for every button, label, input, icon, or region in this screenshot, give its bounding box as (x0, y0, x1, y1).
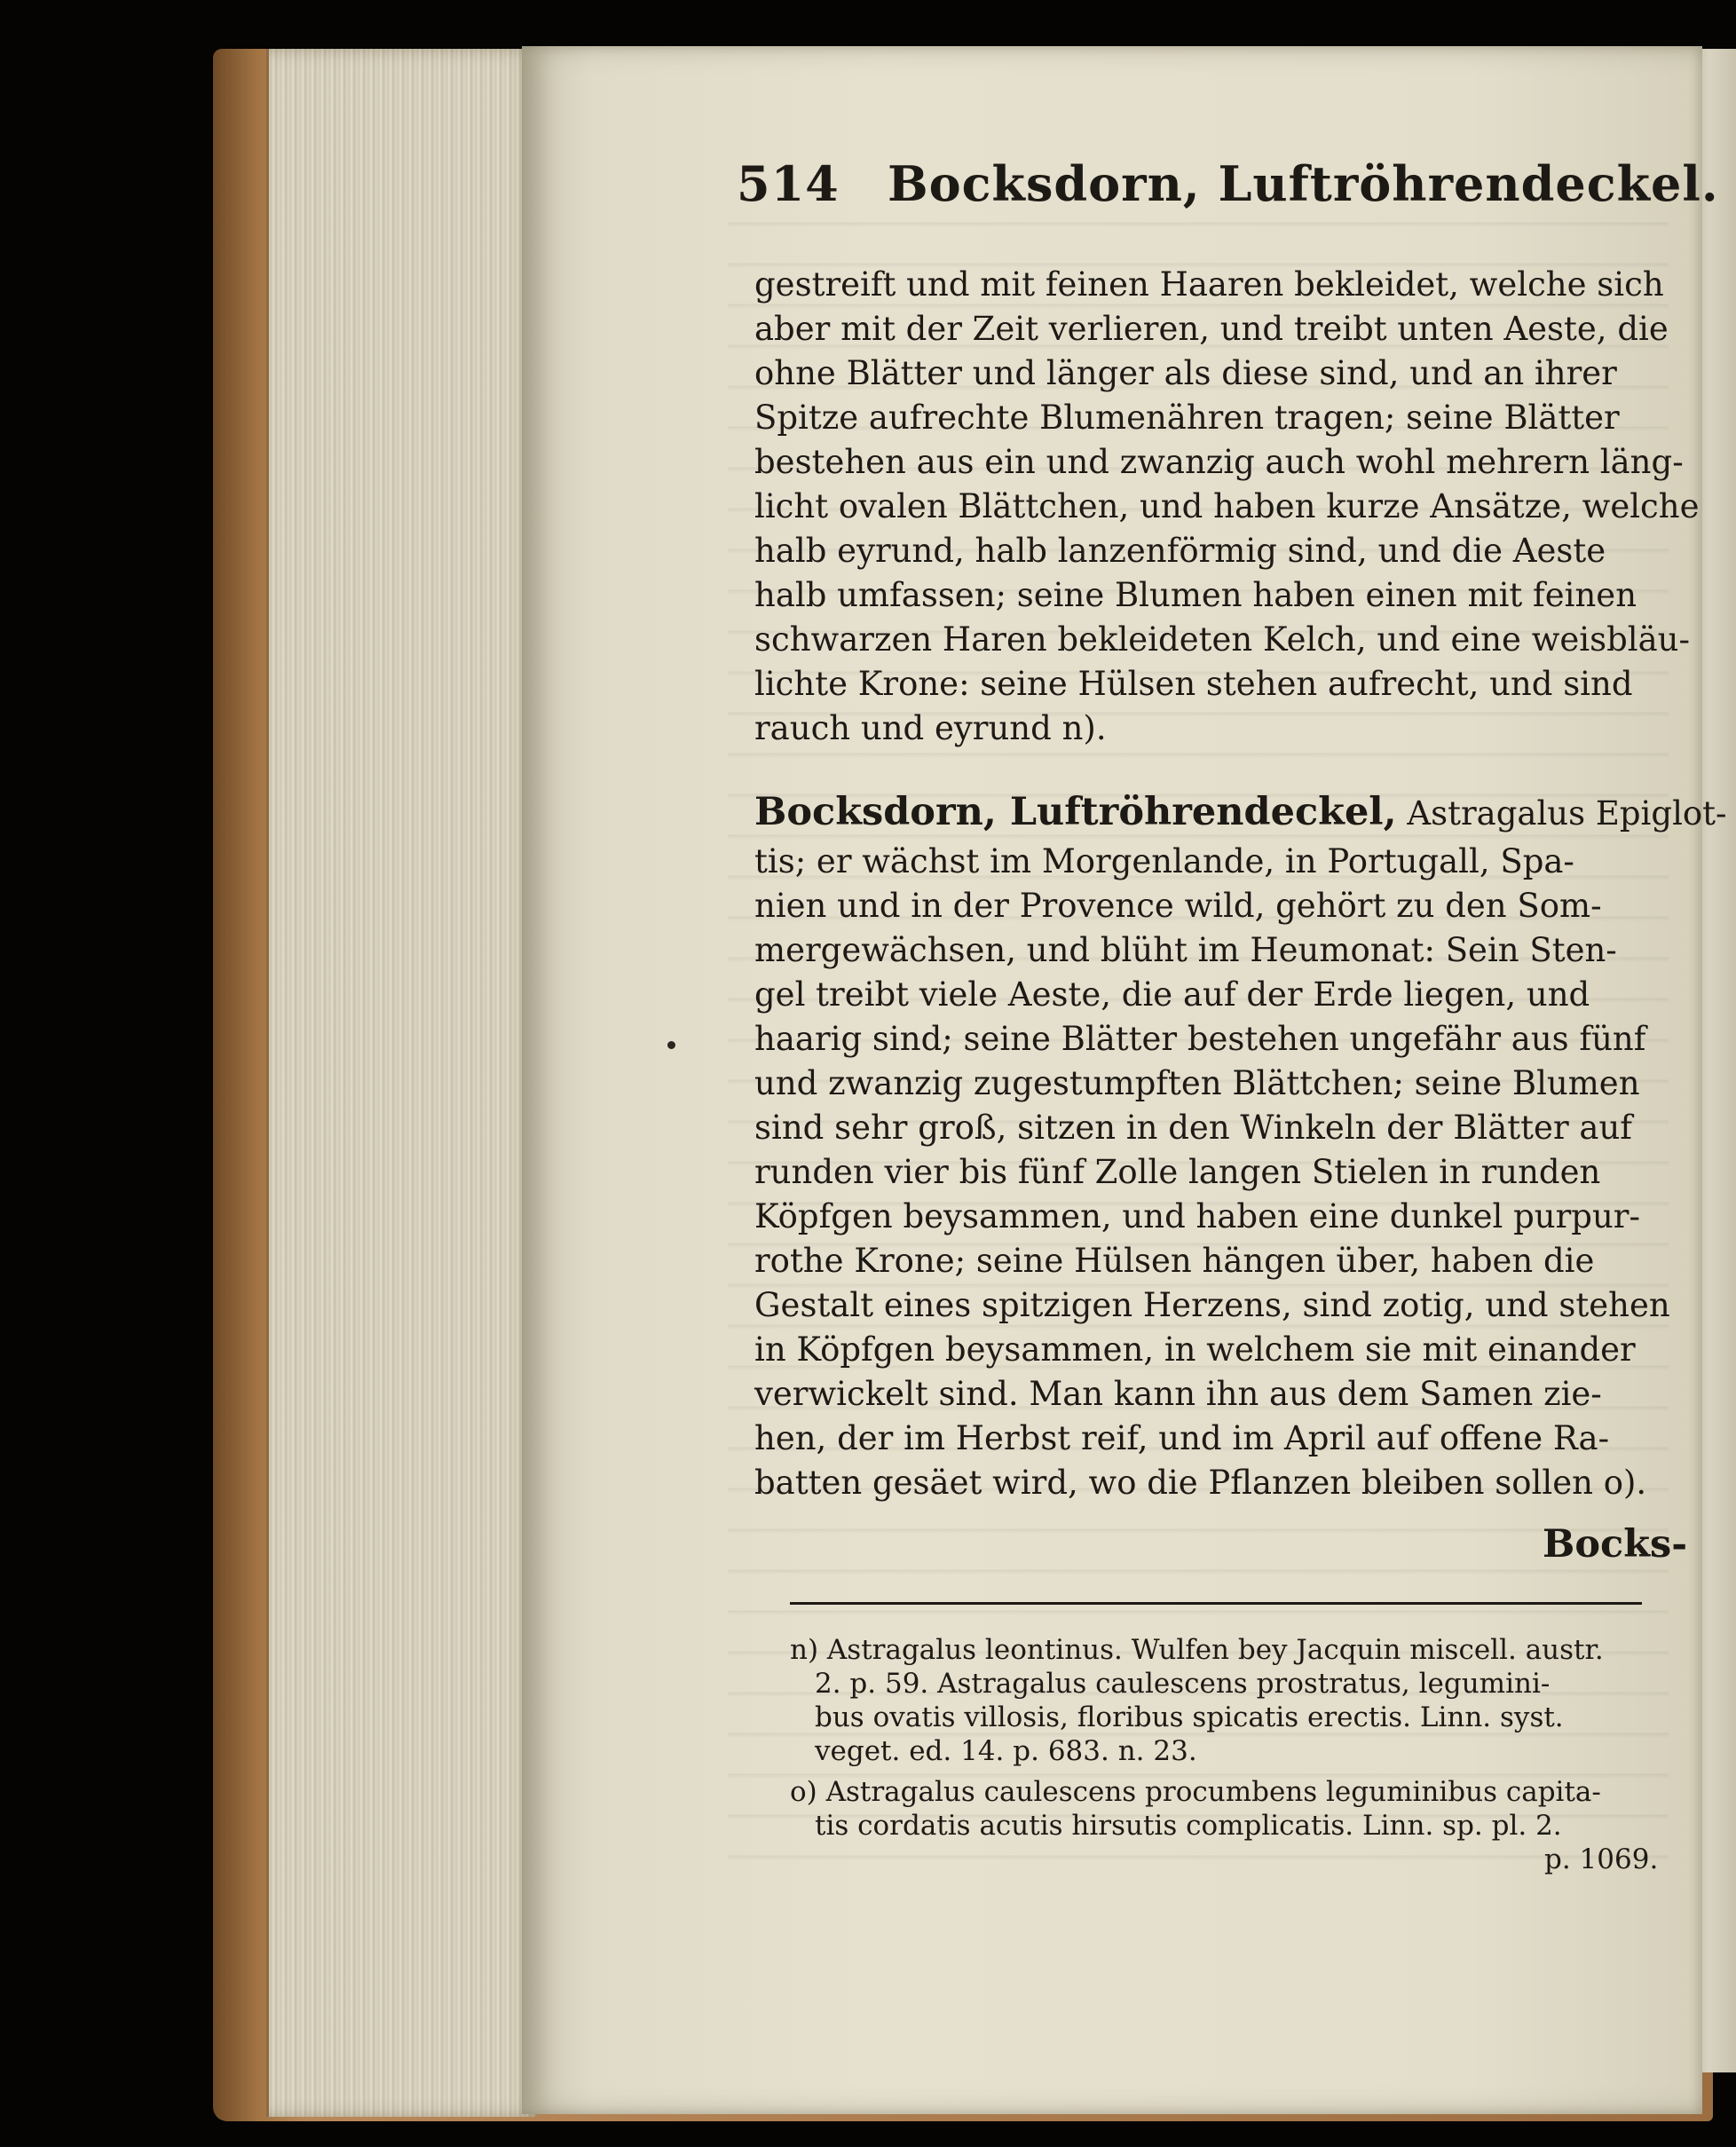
text-line: rothe Krone; seine Hülsen hängen über, haben die (754, 1242, 1595, 1280)
text-line: in Köpfgen beysammen, in welchem sie mit einander (754, 1330, 1636, 1369)
stray-ink-dot (667, 1041, 675, 1049)
footnote-line: p. 1069. (1544, 1843, 1659, 1875)
text-line: gestreift und mit feinen Haaren bekleidet, welche sich (754, 265, 1664, 304)
text-line: runden vier bis fünf Zolle langen Stielen in runden (754, 1153, 1601, 1191)
footnote-line: bus ovatis villosis, floribus spicatis erectis. Linn. syst. (815, 1701, 1564, 1733)
text-line: Spitze aufrechte Blumenähren tragen; seine Blätter (754, 399, 1620, 437)
text-line: ohne Blätter und länger als diese sind, und an ihrer (754, 354, 1617, 392)
text-line: licht ovalen Blättchen, und haben kurze Ansätze, welche (754, 487, 1700, 525)
text-line: hen, der im Herbst reif, und im April auf offene Ra- (754, 1419, 1610, 1457)
text-line: gel treibt viele Aeste, die auf der Erde liegen, und (754, 975, 1590, 1014)
text-line: rauch und eyrund n). (754, 709, 1107, 747)
text-line: halb umfassen; seine Blumen haben einen mit feinen (754, 576, 1637, 614)
text-line: tis; er wächst im Morgenlande, in Portugall, Spa- (754, 842, 1574, 880)
footnote-line: o) Astragalus caulescens procumbens leguminibus capita- (790, 1776, 1601, 1808)
entry-term: Bocksdorn, Luftröhrendeckel, (754, 790, 1397, 834)
text-line: Gestalt eines spitzigen Herzens, sind zotig, und stehen (754, 1286, 1670, 1324)
footnote-line: 2. p. 59. Astragalus caulescens prostratus, legumini- (815, 1668, 1551, 1700)
footnotes (790, 0, 1677, 2147)
running-head-title: Bocksdorn, Luftröhrendeckel. (888, 155, 1719, 212)
page-edges (266, 49, 535, 2117)
text-line: haarig sind; seine Blätter bestehen ungefähr aus fünf (754, 1020, 1646, 1058)
footnote-line: tis cordatis acutis hirsutis complicatis. Linn. sp. pl. 2. (815, 1810, 1562, 1842)
text-line: nien und in der Provence wild, gehört zu den Som- (754, 887, 1602, 925)
text-line: und zwanzig zugestumpften Blättchen; seine Blumen (754, 1064, 1640, 1102)
text-line: Köpfgen beysammen, und haben eine dunkel purpur- (754, 1197, 1640, 1235)
text-line: sind sehr groß, sitzen in den Winkeln der Blätter auf (754, 1109, 1632, 1147)
text-line: mergewächsen, und blüht im Heumonat: Sein Sten- (754, 931, 1617, 969)
page-number: 514 (737, 155, 840, 212)
text-line: bestehen aus ein und zwanzig auch wohl mehrern läng- (754, 443, 1684, 481)
entry-latin-name: Astragalus Epiglot- (1396, 794, 1727, 833)
text-line: verwickelt sind. Man kann ihn aus dem Samen zie- (754, 1375, 1602, 1413)
catchword: Bocks- (1543, 1522, 1688, 1567)
footnote-line: n) Astragalus leontinus. Wulfen bey Jacquin miscell. austr. (790, 1634, 1604, 1666)
text-line: lichte Krone: seine Hülsen stehen aufrecht, und sind (754, 665, 1633, 703)
text-line: batten gesäet wird, wo die Pflanzen bleiben sollen o). (754, 1464, 1647, 1502)
text-line: halb eyrund, halb lanzenförmig sind, und die Aeste (754, 532, 1606, 570)
text-line: schwarzen Haren bekleideten Kelch, und eine weisbläu- (754, 620, 1691, 659)
text-line: aber mit der Zeit verlieren, und treibt unten Aeste, die (754, 310, 1669, 348)
footnote-line: veget. ed. 14. p. 683. n. 23. (815, 1735, 1197, 1767)
